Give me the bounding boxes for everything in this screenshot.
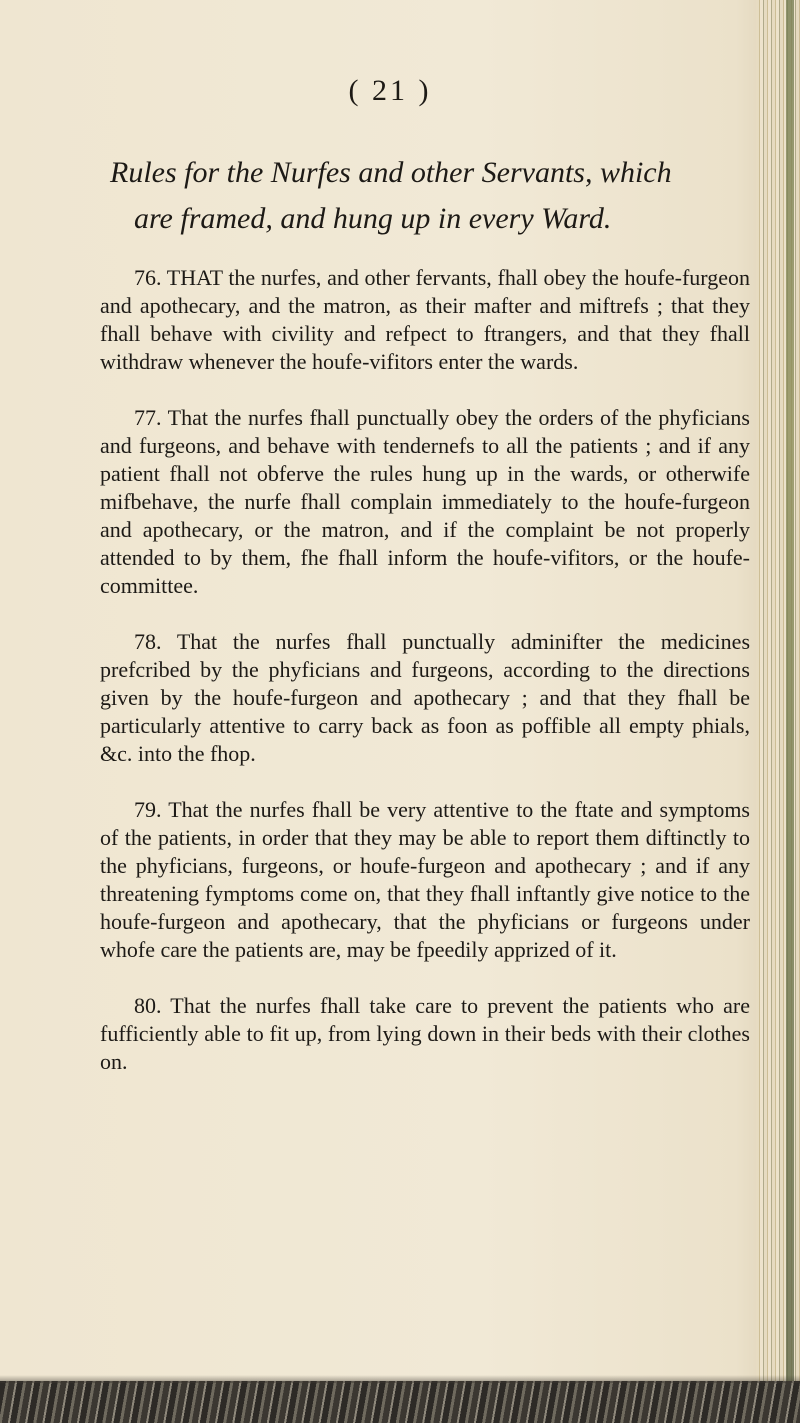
page-number: ( 21 ) [348,74,432,107]
section-heading-line-2: are framed, and hung up in every Ward. [134,202,612,235]
page-bottom-edge [0,1381,800,1423]
rule-76: 76. THAT the nurfes, and other fervants, fhall obey the houfe-furgeon and apothecary, and the matron, as their mafter and miftrefs ; that they fhall behave with civility and refpect to ftrangers, and that they fhall withdraw whenever the houfe-vifitors enter the wards. [100,265,750,374]
rule-78: 78. That the nurfes fhall punctually adminifter the medicines prefcribed by the phyficians and furgeons, according to the directions given by the houfe-furgeon and apothecary ; and that they fhall be particularly attentive to carry back as foon as poffible all empty phials, &c. into the fhop. [100,629,750,766]
rules-body [100,264,750,1104]
section-heading-line-1: Rules for the Nurfes and other Servants, which [110,156,672,189]
rule-79: 79. That the nurfes fhall be very attentive to the ftate and symptoms of the patients, in order that they may be able to report them diftinctly to the phyficians, furgeons, or houfe-furgeon and apothecary ; and if any threatening fymptoms come on, that they fhall inftantly give notice to the houfe-furgeon and apothecary, that the phyficians or furgeons under whofe care the patients are, may be fpeedily apprized of it. [100,797,750,962]
page-edge-binding [756,0,800,1423]
rule-77: 77. That the nurfes fhall punctually obey the orders of the phyficians and furgeons, and behave with tendernefs to all the patients ; and if any patient fhall not obferve the rules hung up in the wards, or otherwife mifbehave, the nurfe fhall complain immediately to the houfe-furgeon and apothecary, or the matron, and if the complaint be not properly attended to by them, fhe fhall inform the houfe-vifitors, or the houfe-committee. [100,405,750,598]
section-heading [110,150,750,242]
rule-80: 80. That the nurfes fhall take care to prevent the patients who are fufficiently able to fit up, from lying down in their beds with their clothes on. [100,993,750,1074]
